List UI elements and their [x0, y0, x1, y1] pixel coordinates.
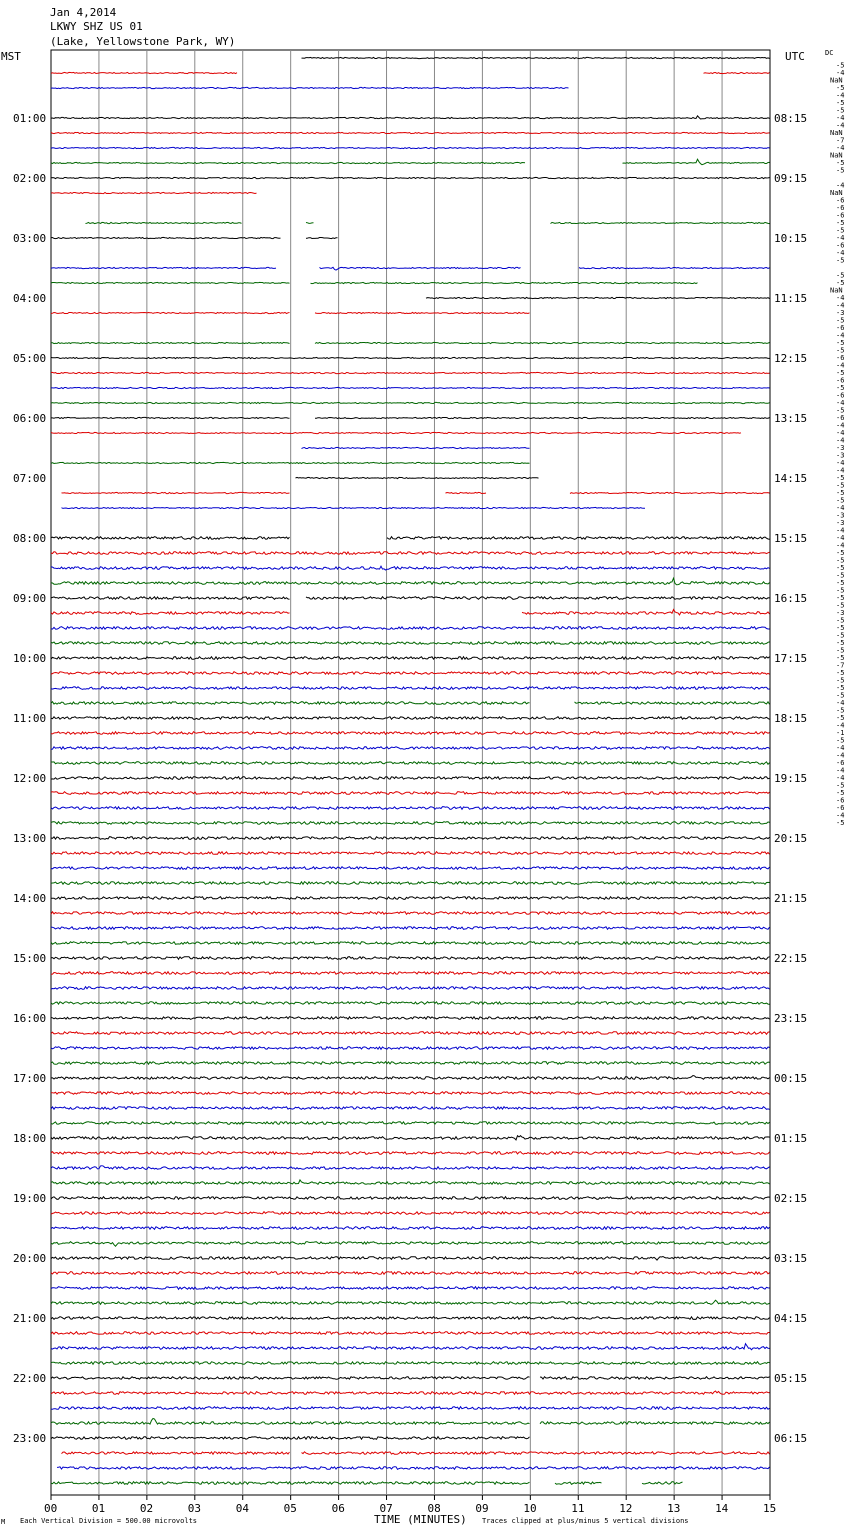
dc-offset-label: -3 [836, 444, 845, 452]
x-axis [44, 1495, 776, 1515]
dc-offset-label: NaN [830, 151, 843, 160]
dc-offset-label: -5 [836, 339, 845, 347]
hour-label-utc: 11:15 [774, 292, 808, 305]
x-tick-label: 15 [763, 1502, 777, 1515]
dc-offset-label: -4 [836, 751, 845, 760]
seismic-trace [51, 1152, 770, 1155]
seismic-trace [51, 87, 569, 88]
seismic-trace [86, 222, 770, 223]
dc-offset-label: -5 [836, 691, 845, 700]
dc-offset-label: -6 [836, 204, 845, 212]
seismic-trace [51, 957, 770, 960]
seismic-trace [51, 387, 770, 388]
seismic-trace [51, 852, 770, 855]
hour-label-mst: 08:00 [13, 532, 47, 545]
dc-offset-label: -4 [836, 811, 845, 820]
seismic-trace [51, 552, 770, 555]
hour-label-utc: 10:15 [774, 232, 808, 245]
seismic-trace [51, 192, 257, 193]
hour-label-utc: 16:15 [774, 592, 808, 605]
seismic-trace [51, 1032, 770, 1035]
dc-offset-label: -4 [836, 181, 845, 190]
seismic-trace [51, 342, 770, 343]
seismic-trace [51, 1076, 770, 1080]
seismic-trace [51, 987, 770, 990]
seismic-trace [62, 507, 646, 508]
seismic-trace [51, 702, 770, 705]
dc-offset-label: -6 [836, 241, 845, 250]
station-code: LKWY SHZ US 01 [50, 20, 143, 33]
hour-label-mst: 02:00 [13, 172, 47, 185]
hour-label-utc: 02:15 [774, 1192, 808, 1205]
seismic-trace [51, 882, 770, 885]
seismic-trace [51, 777, 770, 780]
dc-offset-label: -4 [836, 399, 845, 407]
x-tick-label: 07 [379, 1502, 393, 1515]
dc-offset-label: -5 [836, 99, 845, 107]
dc-offset-label: -5 [836, 706, 845, 715]
dc-offset-label: -5 [836, 654, 845, 662]
dc-offset-label: -5 [836, 781, 845, 790]
hour-label-mst: 15:00 [13, 952, 47, 965]
x-tick-label: 03 [187, 1502, 202, 1515]
seismic-trace [302, 447, 530, 448]
seismic-trace [62, 492, 770, 493]
dc-offset-label: -3 [836, 519, 845, 527]
dc-offset-label: NaN [830, 129, 843, 137]
dc-offset-label: -5 [836, 594, 845, 602]
dc-offset-label: -4 [836, 301, 845, 310]
dc-offset-label: NaN [830, 76, 843, 85]
seismic-trace [51, 417, 770, 418]
seismic-trace [51, 237, 338, 238]
dc-offset-label: -6 [836, 196, 845, 205]
seismic-trace [51, 642, 770, 645]
dc-offset-label: -6 [836, 354, 845, 362]
dc-offset-label: -4 [836, 421, 845, 430]
plot-frame [51, 50, 770, 1495]
seismic-trace [51, 1332, 770, 1335]
seismic-trace [51, 1391, 770, 1394]
seismic-trace [51, 462, 530, 463]
hour-label-mst: 01:00 [13, 112, 47, 125]
seismic-trace [51, 942, 770, 945]
x-tick-label: 12 [619, 1502, 633, 1515]
hour-label-utc: 09:15 [774, 172, 808, 185]
seismic-trace [51, 972, 770, 975]
dc-offset-label: -4 [836, 721, 845, 730]
seismic-trace [51, 537, 770, 540]
dc-offset-label: -1 [836, 729, 845, 737]
seismic-trace [51, 1212, 770, 1215]
division-note: Each Vertical Division = 500.00 microvolts [20, 1517, 198, 1525]
hour-label-mst: 17:00 [13, 1072, 47, 1085]
hour-label-utc: 19:15 [774, 772, 808, 785]
seismic-trace [426, 297, 770, 298]
x-tick-label: 13 [667, 1502, 681, 1515]
seismic-trace [296, 477, 539, 478]
seismic-trace [51, 687, 770, 690]
dc-offset-label: -5 [836, 226, 845, 235]
dc-offset-label: -6 [836, 391, 845, 400]
x-axis-title: TIME (MINUTES) [374, 1513, 467, 1526]
dc-offset-label: -4 [836, 294, 845, 302]
dc-offset-label: -5 [836, 789, 845, 797]
seismic-trace [51, 357, 770, 358]
dc-offset-label: -5 [836, 819, 845, 827]
dc-offset-label: -4 [836, 234, 845, 242]
plot-grid [51, 50, 770, 1495]
dc-offset-label: -5 [836, 346, 845, 355]
seismic-trace [51, 822, 770, 825]
seismic-trace [51, 147, 770, 148]
dc-offset-label: NaN [830, 286, 843, 295]
hour-label-mst: 03:00 [13, 232, 47, 245]
seismic-trace [51, 1047, 770, 1050]
dc-offset-label: -4 [836, 466, 845, 475]
dc-offset-label: -5 [836, 601, 845, 610]
hour-label-utc: 15:15 [774, 532, 808, 545]
seismic-trace [51, 1344, 770, 1350]
dc-offset-label: -5 [836, 496, 845, 505]
dc-offset-label: -7 [836, 661, 845, 670]
hour-label-mst: 20:00 [13, 1252, 47, 1265]
hour-label-utc: 03:15 [774, 1252, 808, 1265]
seismic-trace [51, 732, 770, 735]
hour-label-utc: 08:15 [774, 112, 808, 125]
seismic-trace [51, 177, 770, 178]
seismic-trace [51, 1002, 770, 1005]
dc-offset-label: -4 [836, 459, 845, 467]
dc-offset-label: -5 [836, 106, 845, 115]
seismic-trace [51, 566, 770, 570]
dc-offset-label: -4 [836, 121, 845, 130]
seismic-trace [51, 578, 770, 585]
hour-label-mst: 09:00 [13, 592, 47, 605]
seismic-trace [51, 1317, 770, 1320]
right-zone-label: UTC [785, 50, 805, 63]
dc-offset-label: -5 [836, 646, 845, 655]
dc-offset-label: -5 [836, 166, 845, 175]
dc-offset-label: -5 [836, 616, 845, 625]
hour-label-utc: 05:15 [774, 1372, 808, 1385]
hour-label-utc: 12:15 [774, 352, 808, 365]
clip-note: Traces clipped at plus/minus 5 vertical divisions [482, 1517, 689, 1525]
dc-offset-label: -5 [836, 61, 845, 70]
dc-offset-label: -5 [836, 639, 845, 647]
seismic-trace [51, 792, 770, 795]
dc-offset-label: -3 [836, 309, 845, 317]
hour-label-mst: 16:00 [13, 1012, 47, 1025]
dc-offset-label: -4 [836, 144, 845, 152]
dc-offset-label: -5 [836, 676, 845, 685]
seismic-trace [51, 1122, 770, 1125]
dc-offset-label: -6 [836, 324, 845, 332]
seismic-trace [51, 132, 770, 133]
seismic-trace [51, 762, 770, 765]
dc-offset-label: -5 [836, 624, 845, 632]
dc-offset-label: -5 [836, 549, 845, 557]
dc-offset-label: -4 [836, 766, 845, 775]
seismic-trace [51, 610, 770, 615]
hour-label-mst: 22:00 [13, 1372, 47, 1385]
seismic-trace [51, 1377, 770, 1380]
dc-offset-label: NaN [830, 189, 843, 197]
dc-offset-label: -5 [836, 631, 845, 640]
seismic-trace [302, 57, 770, 58]
seismic-trace [51, 116, 770, 119]
footer-mark: M [1, 1518, 6, 1526]
dc-offset-label: -6 [836, 796, 845, 805]
x-tick-label: 14 [715, 1502, 729, 1515]
x-tick-label: 00 [44, 1502, 58, 1515]
seismic-trace [51, 267, 770, 270]
dc-offset-label: -5 [836, 579, 845, 587]
x-tick-label: 11 [571, 1502, 585, 1515]
seismic-trace [51, 657, 770, 660]
hour-label-utc: 00:15 [774, 1072, 808, 1085]
seismic-trace [51, 1107, 770, 1110]
hour-label-mst: 04:00 [13, 292, 47, 305]
dc-offset-label: -5 [836, 159, 845, 167]
dc-offset-label: -5 [836, 271, 845, 280]
dc-offset-label: -5 [836, 474, 845, 482]
seismic-trace [51, 1017, 770, 1020]
seismic-trace [51, 1242, 770, 1247]
dc-offset-label: -5 [836, 489, 845, 497]
hour-label-mst: 19:00 [13, 1192, 47, 1205]
hour-label-mst: 07:00 [13, 472, 47, 485]
seismic-trace [51, 807, 770, 810]
seismic-trace [51, 1166, 770, 1170]
seismic-trace [57, 1467, 770, 1470]
seismic-traces [51, 57, 770, 1484]
hour-label-mst: 13:00 [13, 832, 47, 845]
seismic-trace [51, 1362, 770, 1365]
x-tick-label: 10 [523, 1502, 537, 1515]
dc-offset-label: -4 [836, 504, 845, 512]
seismic-trace [51, 432, 741, 433]
dc-offset-label: -4 [836, 91, 845, 100]
dc-offset-label: -4 [836, 331, 845, 340]
dc-offset-label: -5 [836, 384, 845, 392]
hour-label-utc: 23:15 [774, 1012, 808, 1025]
hour-label-utc: 04:15 [774, 1312, 808, 1325]
hour-label-utc: 22:15 [774, 952, 808, 965]
dc-header: DC [825, 49, 834, 57]
dc-offset-label: -5 [836, 684, 845, 692]
hour-label-mst: 12:00 [13, 772, 47, 785]
dc-offset-label: -4 [836, 436, 845, 445]
dc-offset-label: -4 [836, 361, 845, 370]
hour-label-utc: 06:15 [774, 1432, 808, 1445]
dc-offset-labels [830, 62, 844, 828]
hour-label-mst: 10:00 [13, 652, 47, 665]
hour-label-mst: 21:00 [13, 1312, 47, 1325]
dc-offset-label: -3 [836, 451, 845, 460]
left-zone-label: MST [1, 50, 21, 63]
hour-label-mst: 11:00 [13, 712, 47, 725]
seismic-trace [51, 372, 770, 373]
dc-offset-label: -5 [836, 564, 845, 572]
seismic-trace [51, 627, 770, 630]
dc-offset-label: -3 [836, 511, 845, 520]
dc-offset-label: -7 [836, 136, 845, 145]
x-tick-label: 04 [235, 1502, 249, 1515]
x-tick-label: 05 [283, 1502, 297, 1515]
dc-offset-label: -5 [836, 279, 845, 287]
seismic-trace [51, 597, 770, 600]
dc-offset-label: -4 [836, 526, 845, 535]
dc-offset-label: -6 [836, 804, 845, 812]
dc-offset-label: -5 [836, 669, 845, 677]
hour-label-mst: 18:00 [13, 1132, 47, 1145]
hour-label-mst: 06:00 [13, 412, 47, 425]
seismic-trace [51, 1227, 770, 1230]
seismic-trace [51, 837, 770, 840]
dc-offset-label: -5 [836, 219, 845, 227]
seismic-trace [51, 1287, 770, 1290]
dc-offset-label: -4 [836, 249, 845, 257]
seismic-trace [51, 72, 770, 73]
seismic-trace [51, 1180, 770, 1184]
seismic-trace [51, 867, 770, 870]
dc-offset-label: -4 [836, 69, 845, 77]
dc-offset-label: -5 [836, 556, 845, 565]
dc-offset-label: -4 [836, 774, 845, 782]
x-tick-label: 06 [331, 1502, 345, 1515]
hour-label-utc: 18:15 [774, 712, 808, 725]
hour-label-mst: 14:00 [13, 892, 47, 905]
dc-offset-label: -3 [836, 609, 845, 617]
hour-label-utc: 20:15 [774, 832, 808, 845]
dc-offset-label: -4 [836, 534, 845, 542]
seismic-trace [51, 402, 770, 403]
dc-offset-label: -4 [836, 744, 845, 752]
hour-label-utc: 21:15 [774, 892, 808, 905]
dc-offset-label: -5 [836, 316, 845, 325]
seismic-trace [51, 1257, 770, 1261]
dc-offset-label: -5 [836, 586, 845, 595]
hour-label-utc: 17:15 [774, 652, 808, 665]
seismic-trace [51, 1419, 770, 1425]
seismic-trace [51, 717, 770, 720]
dc-offset-label: -4 [836, 429, 845, 437]
dc-offset-label: -6 [836, 211, 845, 220]
hour-label-utc: 01:15 [774, 1132, 808, 1145]
seismic-trace [51, 1272, 770, 1275]
hour-label-mst: 05:00 [13, 352, 47, 365]
dc-offset-label: -6 [836, 414, 845, 422]
dc-offset-label: -5 [836, 571, 845, 580]
seismic-trace [51, 1136, 770, 1140]
dc-offset-label: -4 [836, 541, 845, 550]
seismic-trace [51, 912, 770, 915]
x-tick-label: 01 [91, 1502, 106, 1515]
seismic-trace [51, 1407, 770, 1410]
station-location: (Lake, Yellowstone Park, WY) [50, 35, 236, 48]
x-tick-label: 08 [427, 1502, 441, 1515]
dc-offset-label: -5 [836, 256, 845, 265]
hour-label-utc: 13:15 [774, 412, 808, 425]
dc-offset-label: -5 [836, 481, 845, 490]
x-tick-label: 02 [139, 1502, 154, 1515]
dc-offset-label: -5 [836, 369, 845, 377]
seismic-trace [51, 1092, 770, 1095]
dc-offset-label: -6 [836, 376, 845, 385]
hour-label-utc: 14:15 [774, 472, 808, 485]
dc-offset-label: -5 [836, 714, 845, 722]
dc-offset-label: -5 [836, 736, 845, 745]
dc-offset-label: -4 [836, 699, 845, 707]
dc-offset-label: -6 [836, 759, 845, 767]
dc-offset-label: -5 [836, 84, 845, 92]
seismic-trace [51, 747, 770, 750]
seismic-trace [62, 1452, 770, 1455]
seismic-trace [51, 897, 770, 900]
dc-offset-label: -4 [836, 114, 845, 122]
seismic-trace [51, 927, 770, 930]
seismic-trace [51, 1062, 770, 1065]
hour-label-mst: 23:00 [13, 1432, 47, 1445]
seismic-trace [51, 159, 770, 165]
seismic-trace [51, 1482, 683, 1485]
seismic-trace [51, 1197, 770, 1200]
x-tick-label: 09 [475, 1502, 489, 1515]
plot-date: Jan 4,2014 [50, 6, 117, 19]
seismic-trace [51, 1300, 770, 1304]
seismic-trace [51, 672, 770, 675]
dc-offset-label: -5 [836, 406, 845, 415]
seismic-trace [51, 282, 698, 283]
